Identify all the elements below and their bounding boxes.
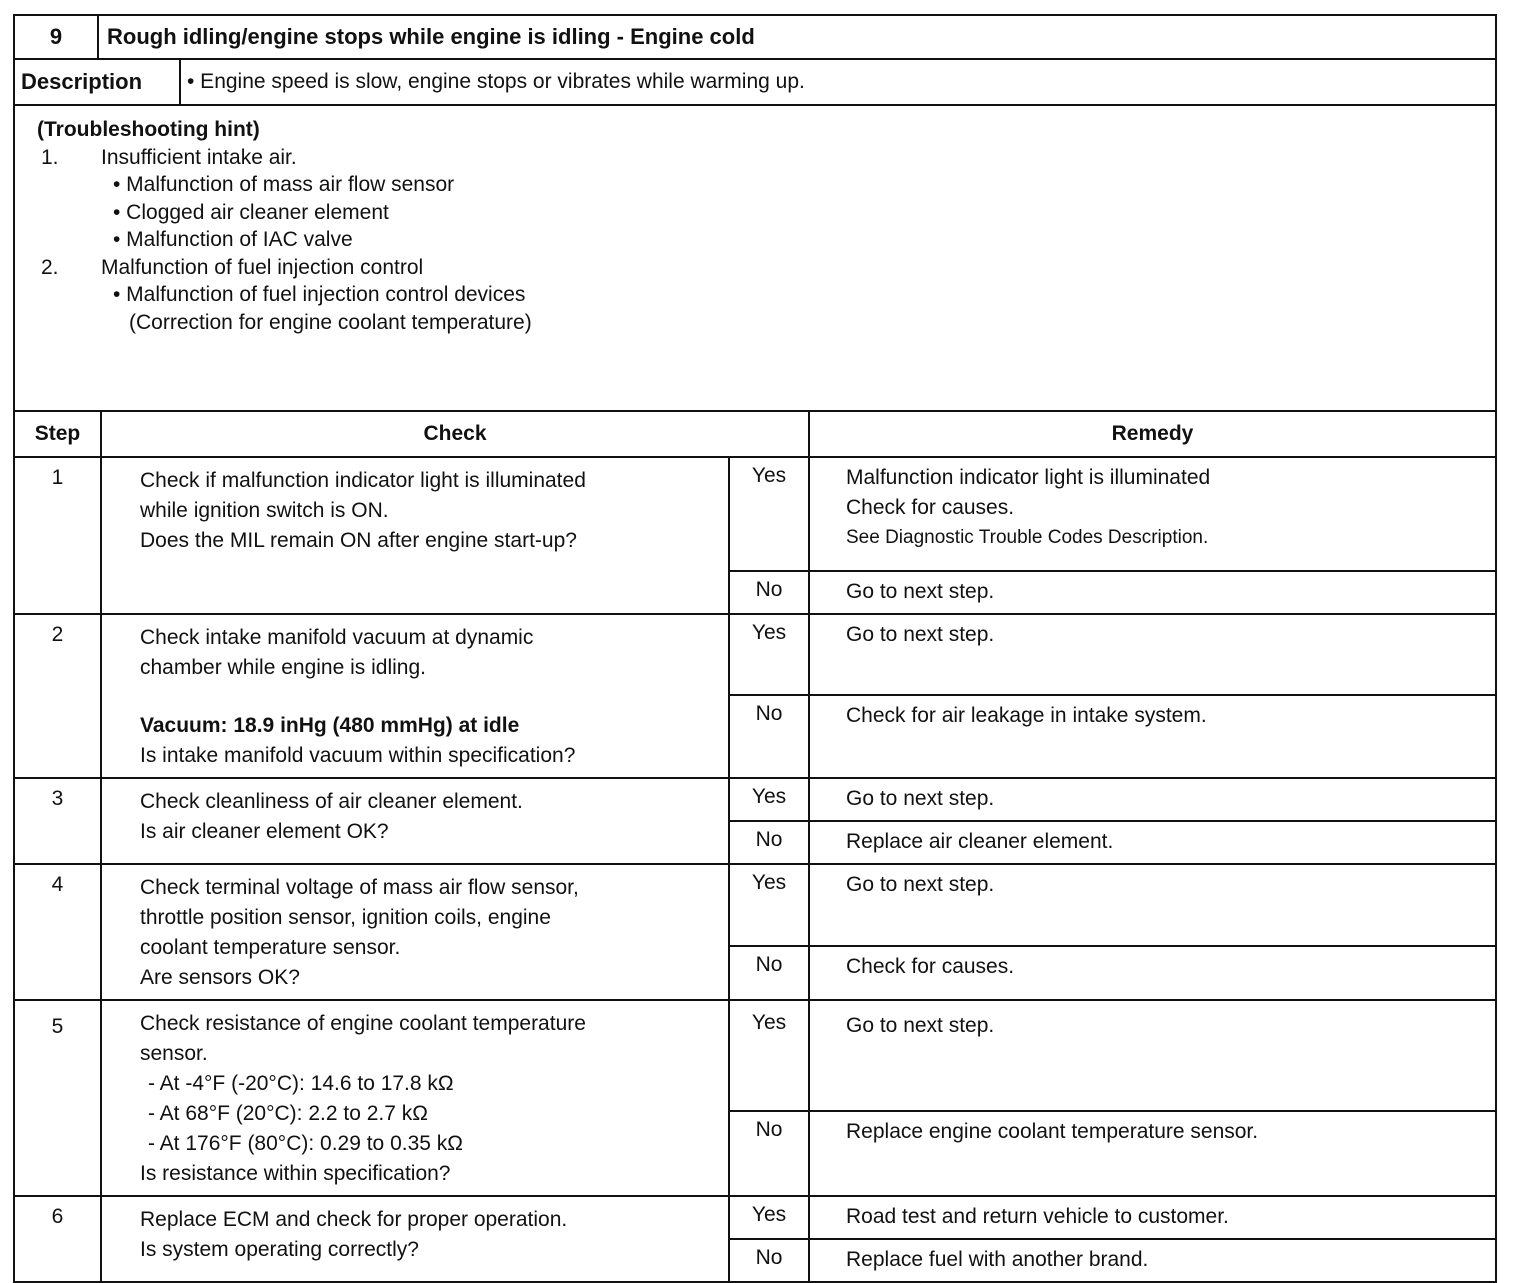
spec-line: - At -4°F (-20°C): 14.6 to 17.8 kΩ xyxy=(148,1072,454,1095)
description-text: • Engine speed is slow, engine stops or vibrates while warming up. xyxy=(187,70,805,93)
hint-text: Insufficient intake air. xyxy=(101,145,297,169)
table-row xyxy=(15,1196,1495,1239)
check-line: chamber while engine is idling. xyxy=(140,656,426,679)
no-label: No xyxy=(729,1111,809,1196)
hint-subitem: • Malfunction of IAC valve xyxy=(113,228,353,251)
yes-label: Yes xyxy=(729,864,809,946)
check-line: throttle position sensor, ignition coils, engine xyxy=(140,906,551,929)
table-row xyxy=(15,778,1495,821)
check-line: Check terminal voltage of mass air flow sensor, xyxy=(140,876,579,899)
check-spec: Vacuum: 18.9 inHg (480 mmHg) at idle xyxy=(140,714,520,737)
procedure-title: Rough idling/engine stops while engine is idling - Engine cold xyxy=(107,24,755,49)
remedy-header: Remedy xyxy=(809,412,1495,457)
check-cell xyxy=(101,864,729,1000)
check-line: Does the MIL remain ON after engine start-up? xyxy=(140,529,577,552)
check-line: Replace ECM and check for proper operation. xyxy=(140,1208,568,1231)
hint-text: Malfunction of fuel injection control xyxy=(101,255,424,279)
step-number: 5 xyxy=(15,1000,101,1196)
check-header: Check xyxy=(101,412,809,457)
no-label: No xyxy=(729,571,809,614)
remedy-line: Malfunction indicator light is illuminated xyxy=(846,466,1211,489)
hint-subitem: • Clogged air cleaner element xyxy=(113,200,389,224)
no-remedy: Replace fuel with another brand. xyxy=(809,1239,1495,1281)
hint-number: 1. xyxy=(41,145,59,169)
table-row xyxy=(15,864,1495,946)
hint-title: (Troubleshooting hint) xyxy=(37,118,260,141)
yes-remedy: Go to next step. xyxy=(809,864,1495,946)
check-line: Check intake manifold vacuum at dynamic xyxy=(140,626,534,649)
no-remedy: Go to next step. xyxy=(809,571,1495,614)
yes-remedy: Go to next step. xyxy=(809,1000,1495,1111)
check-line: Are sensors OK? xyxy=(140,966,300,989)
check-cell xyxy=(101,1196,729,1281)
no-label: No xyxy=(729,946,809,1000)
check-line: Check resistance of engine coolant temperature xyxy=(140,1012,586,1035)
no-remedy: Replace air cleaner element. xyxy=(809,821,1495,864)
yes-label: Yes xyxy=(729,1196,809,1239)
steps-table xyxy=(15,412,1495,1281)
check-line: while ignition switch is ON. xyxy=(140,499,389,522)
troubleshooting-hint xyxy=(15,106,1495,412)
check-cell xyxy=(101,457,729,614)
spec-line: - At 68°F (20°C): 2.2 to 2.7 kΩ xyxy=(148,1102,428,1125)
no-remedy: Check for causes. xyxy=(809,946,1495,1000)
check-line: Check cleanliness of air cleaner element. xyxy=(140,790,523,813)
no-label: No xyxy=(729,695,809,778)
troubleshooting-sheet xyxy=(13,14,1497,1283)
check-line: coolant temperature sensor. xyxy=(140,936,401,959)
yes-label: Yes xyxy=(729,778,809,821)
yes-label: Yes xyxy=(729,1000,809,1111)
table-header-row xyxy=(15,412,1495,457)
step-number: 1 xyxy=(15,457,101,614)
no-remedy: Check for air leakage in intake system. xyxy=(809,695,1495,778)
table-row xyxy=(15,614,1495,695)
no-label: No xyxy=(729,1239,809,1281)
check-cell xyxy=(101,614,729,778)
step-number: 3 xyxy=(15,778,101,864)
table-row xyxy=(15,1000,1495,1111)
yes-label: Yes xyxy=(729,614,809,695)
yes-remedy xyxy=(809,457,1495,571)
table-row xyxy=(15,457,1495,571)
hint-item xyxy=(37,144,1495,172)
check-question: Is resistance within specification? xyxy=(140,1162,451,1185)
header-row xyxy=(15,16,1495,60)
step-number: 4 xyxy=(15,864,101,1000)
hint-note: (Correction for engine coolant temperature) xyxy=(129,310,532,334)
spec-line: - At 176°F (80°C): 0.29 to 0.35 kΩ xyxy=(148,1132,463,1155)
yes-remedy: Go to next step. xyxy=(809,614,1495,695)
procedure-number: 9 xyxy=(15,16,99,58)
description-row xyxy=(15,60,1495,106)
check-question: Is intake manifold vacuum within specification? xyxy=(140,744,576,767)
yes-remedy: Go to next step. xyxy=(809,778,1495,821)
check-cell xyxy=(101,1000,729,1196)
yes-label: Yes xyxy=(729,457,809,571)
no-label: No xyxy=(729,821,809,864)
hint-subitem: • Malfunction of fuel injection control devices xyxy=(113,283,526,306)
check-line: Is air cleaner element OK? xyxy=(140,820,389,843)
no-remedy: Replace engine coolant temperature sensor. xyxy=(809,1111,1495,1196)
hint-subitem: • Malfunction of mass air flow sensor xyxy=(113,173,455,196)
check-cell xyxy=(101,778,729,864)
check-line: sensor. xyxy=(140,1042,208,1065)
remedy-reference: See Diagnostic Trouble Codes Description. xyxy=(846,527,1209,548)
step-number: 2 xyxy=(15,614,101,778)
step-number: 6 xyxy=(15,1196,101,1281)
hint-number: 2. xyxy=(41,255,59,279)
check-line: Is system operating correctly? xyxy=(140,1238,419,1261)
description-label: Description xyxy=(15,60,181,104)
check-line: Check if malfunction indicator light is illuminated xyxy=(140,469,586,492)
remedy-line: Check for causes. xyxy=(846,496,1015,519)
step-header: Step xyxy=(15,412,101,457)
yes-remedy: Road test and return vehicle to customer. xyxy=(809,1196,1495,1239)
hint-item xyxy=(37,254,1495,282)
